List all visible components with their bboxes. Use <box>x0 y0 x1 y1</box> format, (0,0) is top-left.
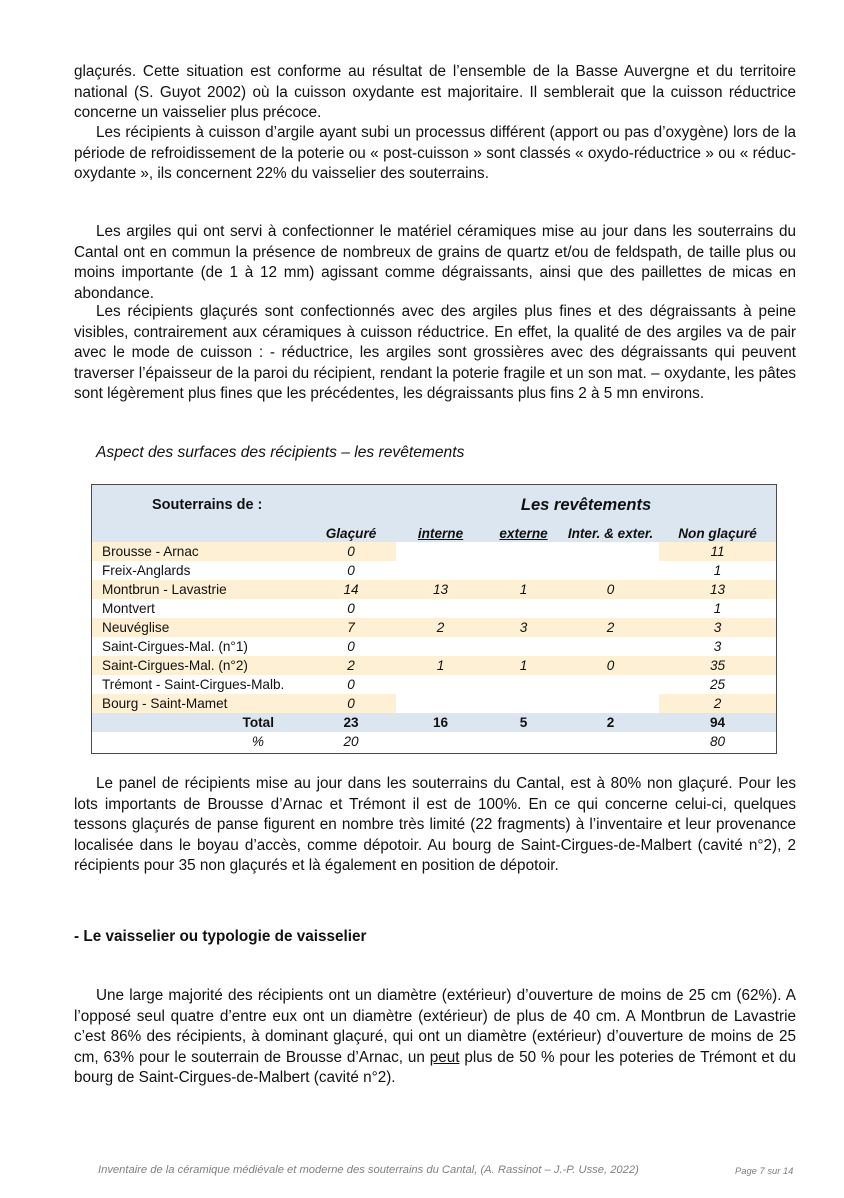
percent-non-glacure: 80 <box>659 732 776 751</box>
cell-interext: 0 <box>562 580 659 599</box>
col-header-non-glacure: Non glaçuré <box>659 525 776 542</box>
cell-non: 2 <box>659 694 776 713</box>
total-inter-exter: 2 <box>562 713 659 732</box>
cell-interne <box>396 561 485 580</box>
percent-glacure: 20 <box>306 732 396 751</box>
paragraph-3: Les argiles qui ont servi à confectionner le matériel céramiques mise au jour dans les souterrains du Cantal ont en commun la présence de nombreux de grains de quartz et/ou de feldspath, de taille plus ou moins importante (de 1 à 12 mm) agissant comme dégraissants, ainsi que des paillettes de micas en abondance. <box>74 223 796 302</box>
row-site-name: Bourg - Saint-Mamet <box>92 694 306 713</box>
paragraph-4: Les récipients glaçurés sont confectionnés avec des argiles plus fines et des dégraissants à peine visibles, contrairement aux céramiques à cuisson réductrice. En effet, la qualité de des argiles va de pair avec le mode de cuisson : - réductrice, les argiles sont grossières avec des dégraissants qui peuvent traverser l’épaisseur de la paroi du récipient, rendant la poterie fragile et un son mat. – oxydante, les pâtes sont légèrement plus fines que les précédentes, les dégraissants plus fins 2 à 5 mn environs. <box>74 303 796 403</box>
header-spacer <box>92 525 306 542</box>
cell-glacure: 2 <box>306 656 396 675</box>
table-corner-label: Souterrains de : <box>92 485 396 525</box>
cell-interext <box>562 694 659 713</box>
percent-row <box>92 732 776 751</box>
percent-label: % <box>92 732 306 751</box>
cell-interne: 1 <box>396 656 485 675</box>
cell-interne <box>396 599 485 618</box>
paragraph-2: Les récipients à cuisson d’argile ayant subi un processus différent (apport ou pas d’oxygène) lors de la période de refroidissement de la poterie ou « post-cuisson » sont classés « oxydo-réductrice » ou « réduc-oxydante », ils concernent 22% du vaisselier des souterrains. <box>74 124 796 183</box>
cell-interext <box>562 561 659 580</box>
row-site-name: Montvert <box>92 599 306 618</box>
cell-interne <box>396 542 485 561</box>
table-row <box>92 694 776 713</box>
paragraph-6 <box>74 986 796 1089</box>
cell-glacure: 7 <box>306 618 396 637</box>
cell-externe <box>485 637 562 656</box>
cell-glacure: 0 <box>306 599 396 618</box>
row-site-name: Saint-Cirgues-Mal. (n°2) <box>92 656 306 675</box>
coatings-table <box>91 484 777 754</box>
table-row <box>92 542 776 561</box>
row-site-name: Saint-Cirgues-Mal. (n°1) <box>92 637 306 656</box>
total-non-glacure: 94 <box>659 713 776 732</box>
paragraph-1: glaçurés. Cette situation est conforme au résultat de l’ensemble de la Basse Auvergne et du territoire national (S. Guyot 2002) où la cuisson oxydante est majoritaire. Il semblerait que la cuisson réductrice concerne un vaisselier plus précoce. <box>74 63 796 122</box>
cell-externe <box>485 561 562 580</box>
cell-interne: 13 <box>396 580 485 599</box>
cell-glacure: 0 <box>306 542 396 561</box>
section-title: - Le vaisselier ou typologie de vaisselier <box>74 928 367 945</box>
percent-spacer <box>396 732 485 751</box>
col-header-externe: externe <box>485 525 562 542</box>
cell-glacure: 0 <box>306 637 396 656</box>
table-row <box>92 561 776 580</box>
cell-interne <box>396 675 485 694</box>
table-row <box>92 580 776 599</box>
cell-glacure: 0 <box>306 675 396 694</box>
cell-externe <box>485 675 562 694</box>
total-row <box>92 713 776 732</box>
table-row <box>92 675 776 694</box>
cell-externe: 3 <box>485 618 562 637</box>
cell-interext: 0 <box>562 656 659 675</box>
cell-interne: 2 <box>396 618 485 637</box>
row-site-name: Trémont - Saint-Cirgues-Malb. <box>92 675 306 694</box>
percent-spacer <box>562 732 659 751</box>
col-header-interne: interne <box>396 525 485 542</box>
cell-non: 11 <box>659 542 776 561</box>
col-header-inter-exter: Inter. & exter. <box>562 525 659 542</box>
cell-glacure: 0 <box>306 561 396 580</box>
cell-glacure: 0 <box>306 694 396 713</box>
cell-interne <box>396 637 485 656</box>
cell-externe <box>485 599 562 618</box>
cell-non: 25 <box>659 675 776 694</box>
row-site-name: Neuvéglise <box>92 618 306 637</box>
cell-interext <box>562 542 659 561</box>
cell-externe: 1 <box>485 656 562 675</box>
cell-interext: 2 <box>562 618 659 637</box>
row-site-name: Brousse - Arnac <box>92 542 306 561</box>
cell-glacure: 14 <box>306 580 396 599</box>
paragraph-6-part-a: Une large majorité des récipients ont un diamètre (extérieur) d’ouverture de moins de 25 cm (62%). A l’opposé seul quatre d’entre eux ont un diamètre (extérieur) de plus de 40 cm. A Montbrun de Lavastrie c’est 86% des récipients, à dominant glaçuré, qui ont un diamètre (extérieur) d’ouverture de moins de 25 cm, 63% pour le souterrain de Brousse d’Arnac, un <box>74 987 796 1066</box>
cell-non: 1 <box>659 561 776 580</box>
table-row <box>92 656 776 675</box>
cell-non: 3 <box>659 618 776 637</box>
table-title: Les revêtements <box>396 485 776 525</box>
table-row <box>92 618 776 637</box>
cell-externe: 1 <box>485 580 562 599</box>
total-glacure: 23 <box>306 713 396 732</box>
paragraph-6-underlined-word: peut <box>429 1048 460 1066</box>
cell-non: 35 <box>659 656 776 675</box>
cell-interext <box>562 675 659 694</box>
row-site-name: Freix-Anglards <box>92 561 306 580</box>
total-label: Total <box>92 713 306 732</box>
page-number: Page 7 sur 14 <box>735 1165 794 1176</box>
cell-non: 1 <box>659 599 776 618</box>
row-site-name: Montbrun - Lavastrie <box>92 580 306 599</box>
cell-externe <box>485 542 562 561</box>
page-footer: Inventaire de la céramique médiévale et moderne des souterrains du Cantal, (A. Rassinot – J.-P. Usse, 2022) <box>98 1164 639 1176</box>
paragraph-6-part-b: plus de 50 % pour les poteries de Trémont et du bourg de Saint-Cirgues-de-Malbert (cavité n°2). <box>74 1048 796 1087</box>
table-row <box>92 637 776 656</box>
percent-spacer <box>485 732 562 751</box>
cell-interext <box>562 637 659 656</box>
cell-non: 13 <box>659 580 776 599</box>
cell-interext <box>562 599 659 618</box>
paragraph-5: Le panel de récipients mise au jour dans les souterrains du Cantal, est à 80% non glaçuré. Pour les lots importants de Brousse d’Arnac et Trémont il est de 100%. En ce qui concerne celui-ci, quelques tessons glaçurés de panse figurent en nombre très limité (22 fragments) à l’inventaire et leur provenance localisée dans le boyau d’accès, comme dépotoir. Au bourg de Saint-Cirgues-de-Malbert (cavité n°2), 2 récipients pour 35 non glaçurés et là également en position de dépotoir. <box>74 775 796 875</box>
total-interne: 16 <box>396 713 485 732</box>
cell-non: 3 <box>659 637 776 656</box>
cell-interne <box>396 694 485 713</box>
table-row <box>92 599 776 618</box>
total-externe: 5 <box>485 713 562 732</box>
col-header-glacure: Glaçuré <box>306 525 396 542</box>
table-caption: Aspect des surfaces des récipients – les revêtements <box>96 444 465 461</box>
cell-externe <box>485 694 562 713</box>
